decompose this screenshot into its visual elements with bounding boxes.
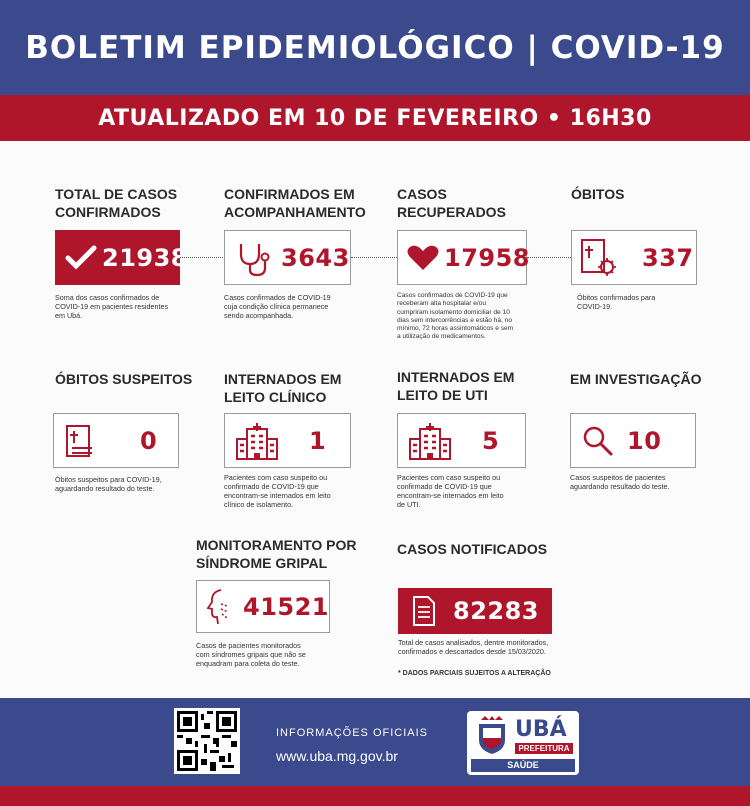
obitos-suspeitos-value: 0 [140, 426, 158, 455]
grave-document-icon [62, 423, 98, 459]
stat-recuperados: CASOS RECUPERADOS [397, 186, 506, 220]
acompanhamento-box [224, 230, 351, 285]
internados-uti-desc: Pacientes com caso suspeito ou confirmado de COVID-19 que encontram-se internados em leito de UTI. [397, 473, 504, 509]
qr-code-icon[interactable] [174, 708, 240, 774]
connector-line [180, 257, 225, 258]
update-banner [0, 95, 750, 141]
connector-line [527, 257, 571, 258]
stat-title: TOTAL DE CASOS [55, 186, 178, 202]
stethoscope-icon [233, 238, 275, 278]
stat-notificados: CASOS NOTIFICADOS [397, 541, 548, 557]
stat-obitos-suspeitos: ÓBITOS SUSPEITOS [55, 371, 193, 387]
total-confirmados-desc: Soma dos casos confirmados de COVID-19 em pacientes residentes em Ubá. [55, 293, 169, 320]
info-label: INFORMAÇÕES OFICIAIS [276, 727, 429, 739]
internados-uti-box [397, 413, 526, 468]
city-crest-icon [475, 716, 509, 756]
total-confirmados-value: 21938 [102, 243, 188, 272]
update-text: ATUALIZADO EM 10 DE FEVEREIRO • 16H30 [98, 105, 652, 131]
recuperados-box [397, 230, 530, 285]
notificados-desc: Total de casos analisados, dentre monitorados, confirmados e descartados desde 15/03/2020. [398, 638, 549, 656]
hospital-icon [408, 421, 452, 461]
hospital-icon [235, 421, 279, 461]
recuperados-value: 17958 [444, 243, 530, 272]
monitoramento-desc: Casos de pacientes monitorados com síndromes gripais que não se enquadram para coleta do teste. [196, 641, 306, 668]
stat-acompanhamento: CONFIRMADOS EM ACOMPANHAMENTO [224, 186, 366, 220]
internados-clinico-desc: Pacientes com caso suspeito ou confirmado de COVID-19 que encontram-se internados em leito clínico de isolamento. [224, 473, 331, 509]
recuperados-desc: Casos confirmados de COVID-19 que receberam alta hospitalar e/ou cumpriram isolamento domiciliar de 10 dias sem intercorrências e estão há, no mínimo, 72 horas assintomáticos e sem a utilização de medicamentos. [397, 292, 514, 341]
stat-investigacao: EM INVESTIGAÇÃO [570, 371, 702, 387]
internados-clinico-box [224, 413, 351, 468]
page-title: BOLETIM EPIDEMIOLÓGICO | COVID-19 [25, 29, 725, 66]
stat-obitos: ÓBITOS [571, 186, 625, 202]
check-icon [62, 243, 102, 273]
logo-subtitle: PREFEITURA [515, 743, 573, 754]
obitos-suspeitos-desc: Óbitos suspeitos para COVID-19, aguardando resultado do teste. [55, 475, 162, 493]
prefeitura-logo [467, 711, 579, 775]
monitoramento-box [196, 580, 330, 633]
acompanhamento-value: 3643 [281, 243, 350, 272]
stat-monitoramento: MONITORAMENTO POR SÍNDROME GRIPAL [196, 537, 357, 571]
logo-department: SAÚDE [471, 759, 575, 772]
internados-uti-value: 5 [482, 426, 500, 455]
logo-title: UBÁ [515, 717, 567, 742]
stat-title: CONFIRMADOS [55, 204, 161, 220]
total-confirmados-box [55, 230, 188, 285]
stat-internados-uti: INTERNADOS EM LEITO DE UTI [397, 369, 515, 403]
death-certificate-icon [578, 237, 620, 279]
connector-line [351, 257, 397, 258]
obitos-value: 337 [642, 243, 694, 272]
internados-clinico-value: 1 [309, 426, 327, 455]
footer-stripe [0, 786, 750, 806]
header-banner [0, 0, 750, 95]
obitos-box [571, 230, 697, 285]
magnifier-icon [581, 424, 615, 458]
face-symptom-icon [205, 588, 235, 626]
obitos-desc: Óbitos confirmados para COVID-19. [577, 293, 656, 311]
obitos-suspeitos-box [53, 413, 179, 468]
website-link[interactable]: www.uba.mg.gov.br [276, 748, 398, 764]
notificados-value: 82283 [453, 597, 539, 625]
document-icon [409, 594, 439, 628]
heart-icon [406, 243, 440, 273]
investigacao-value: 10 [627, 426, 662, 455]
monitoramento-value: 41521 [243, 592, 329, 621]
notificados-box [398, 588, 552, 634]
investigacao-box [570, 413, 696, 468]
stat-internados-clinico: INTERNADOS EM LEITO CLÍNICO [224, 371, 342, 405]
partial-data-note: * DADOS PARCIAIS SUJEITOS A ALTERAÇÃO [398, 670, 551, 677]
stat-total-confirmados [55, 185, 177, 221]
investigacao-desc: Casos suspeitos de pacientes aguardando resultado do teste. [570, 473, 670, 491]
acompanhamento-desc: Casos confirmados de COVID-19 cuja condição clínica permanece sendo acompanhada. [224, 293, 331, 320]
